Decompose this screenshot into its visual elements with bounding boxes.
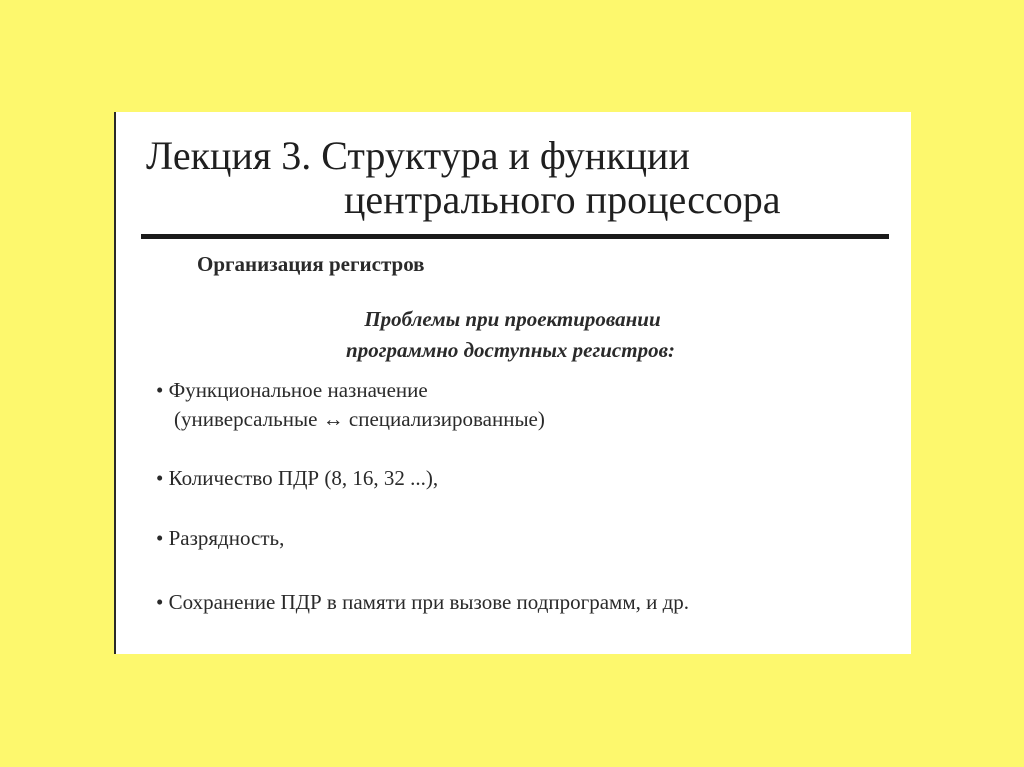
bullet-text: • Количество ПДР (8, 16, 32 ...), <box>156 466 439 490</box>
bullet-text: • Разрядность, <box>156 526 285 550</box>
slide-title <box>146 134 780 222</box>
bullet-item <box>156 526 284 551</box>
problems-line-1: Проблемы при проектировании <box>364 307 661 331</box>
title-divider <box>141 234 889 239</box>
bullet-item <box>156 590 689 615</box>
section-heading: Организация регистров <box>197 252 425 276</box>
slide <box>114 112 911 654</box>
bullet-text: • Функциональное назначение <box>156 378 428 402</box>
problems-line-2: программно доступных регистров: <box>346 338 675 362</box>
title-line-2: центрального процессора <box>344 177 781 222</box>
bullet-item <box>156 378 545 432</box>
bullet-item <box>156 466 438 491</box>
bullet-text: • Сохранение ПДР в памяти при вызове подпрограмм, и др. <box>156 590 690 614</box>
title-line-1: Лекция 3. Структура и функции <box>146 133 690 178</box>
bullet-subtext: (универсальные ↔ специализированные) <box>174 407 545 431</box>
problems-heading <box>116 304 913 366</box>
